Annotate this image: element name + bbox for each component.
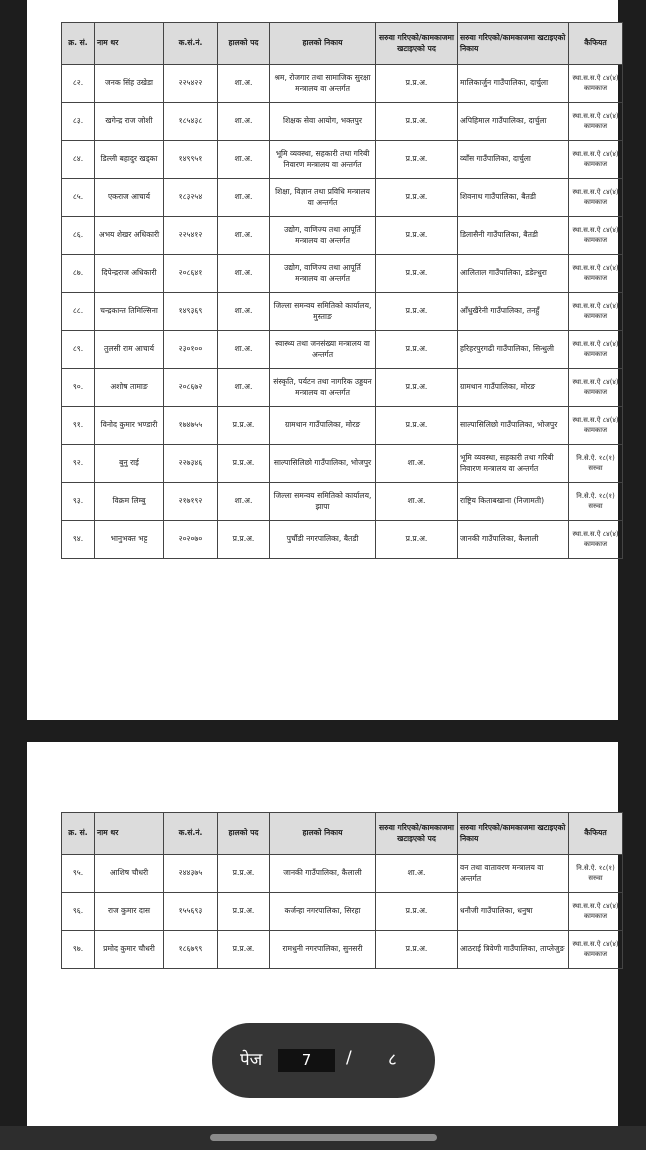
cell-code-number: १५५६९३ xyxy=(164,893,218,931)
cell-serial-number: ९३. xyxy=(62,483,95,521)
cell-current-office: संस्कृति, पर्यटन तथा नागरिक उड्डयन मन्त्रालय वा अन्तर्गत xyxy=(270,369,376,407)
cell-code-number: १८३२५४ xyxy=(164,179,218,217)
home-gesture-handle[interactable] xyxy=(210,1134,437,1141)
cell-serial-number: ९१. xyxy=(62,407,95,445)
column-header-remark: कैफियत xyxy=(569,23,623,65)
cell-code-number: २२५४२२ xyxy=(164,65,218,103)
cell-current-post: प्र.प्र.अ. xyxy=(218,931,270,969)
cell-name: डिल्ली बहादुर खड्का xyxy=(95,141,164,179)
cell-new-post: प्र.प्र.अ. xyxy=(376,893,458,931)
cell-serial-number: ९४. xyxy=(62,521,95,559)
cell-current-post: शा.अ. xyxy=(218,179,270,217)
cell-new-office: आठराई त्रिवेणी गाउँपालिका, ताप्लेजुङ xyxy=(458,931,569,969)
column-header-remark: कैफियत xyxy=(569,813,623,855)
cell-current-office: कर्जन्हा नगरपालिका, सिरहा xyxy=(270,893,376,931)
column-header-new-post: सरुवा गरिएको/कामकाजमा खटाइएको पद xyxy=(376,23,458,65)
cell-remark: स्था.स.स.ऐ ८४(४) कामकाज xyxy=(569,179,623,217)
cell-name: भानुभक्त भट्ट xyxy=(95,521,164,559)
cell-current-post: शा.अ. xyxy=(218,483,270,521)
cell-new-office: आँधुखैरेनी गाउँपालिका, तनहुँ xyxy=(458,293,569,331)
cell-code-number: २०८६४१ xyxy=(164,255,218,293)
cell-new-office: मालिकार्जुन गाउँपालिका, दार्चुला xyxy=(458,65,569,103)
column-header-serial-number: क्र. सं. xyxy=(62,813,95,855)
cell-remark: नि.से.ऐ. १८(१) सरुवा xyxy=(569,445,623,483)
column-header-code-number: क.सं.नं. xyxy=(164,813,218,855)
cell-name: एकराज आचार्य xyxy=(95,179,164,217)
cell-serial-number: ८३. xyxy=(62,103,95,141)
page-separator: / xyxy=(346,1048,352,1068)
column-header-name: नाम थर xyxy=(95,813,164,855)
column-header-current-post: हालको पद xyxy=(218,813,270,855)
column-header-name: नाम थर xyxy=(95,23,164,65)
column-header-new-office: सरुवा गरिएको/कामकाजमा खटाइएको निकाय xyxy=(458,813,569,855)
cell-remark: स्था.स.स.ऐ ८४(४) कामकाज xyxy=(569,407,623,445)
cell-code-number: २२५४१२ xyxy=(164,217,218,255)
cell-new-post: प्र.प्र.अ. xyxy=(376,407,458,445)
cell-new-office: जानकी गाउँपालिका, कैलाली xyxy=(458,521,569,559)
cell-new-office: साल्पासिलिछो गाउँपालिका, भोजपुर xyxy=(458,407,569,445)
cell-current-office: शिक्षा, विज्ञान तथा प्रविधि मन्त्रालय वा अन्तर्गत xyxy=(270,179,376,217)
table-row xyxy=(62,103,623,141)
table-row xyxy=(62,893,623,931)
cell-code-number: १८५४३८ xyxy=(164,103,218,141)
cell-current-office: रामधुनी नगरपालिका, सुनसरी xyxy=(270,931,376,969)
cell-code-number: १४९९५१ xyxy=(164,141,218,179)
page-label: पेज xyxy=(240,1050,263,1070)
cell-remark: स्था.स.स.ऐ ८४(४) कामकाज xyxy=(569,217,623,255)
column-header-serial-number: क्र. सं. xyxy=(62,23,95,65)
cell-current-post: शा.अ. xyxy=(218,217,270,255)
table-row xyxy=(62,521,623,559)
cell-current-post: प्र.प्र.अ. xyxy=(218,855,270,893)
column-header-current-office: हालको निकाय xyxy=(270,23,376,65)
cell-current-office: जानकी गाउँपालिका, कैलाली xyxy=(270,855,376,893)
cell-current-post: शा.अ. xyxy=(218,293,270,331)
cell-current-post: शा.अ. xyxy=(218,369,270,407)
cell-current-office: उद्योग, वाणिज्य तथा आपूर्ति मन्त्रालय वा अन्तर्गत xyxy=(270,255,376,293)
cell-remark: स्था.स.स.ऐ ८४(४) कामकाज xyxy=(569,65,623,103)
cell-name: राज कुमार दास xyxy=(95,893,164,931)
cell-name: अशोष तामाङ xyxy=(95,369,164,407)
cell-remark: स्था.स.स.ऐ ८४(४) कामकाज xyxy=(569,103,623,141)
table-row xyxy=(62,445,623,483)
cell-new-office: डिलासैनी गाउँपालिका, बैतडी xyxy=(458,217,569,255)
cell-new-post: प्र.प्र.अ. xyxy=(376,179,458,217)
cell-serial-number: ९६. xyxy=(62,893,95,931)
cell-name: विक्रम लिम्बु xyxy=(95,483,164,521)
cell-serial-number: ८५. xyxy=(62,179,95,217)
cell-name: विनोद कुमार भण्डारी xyxy=(95,407,164,445)
transfer-table xyxy=(61,812,623,969)
table-header-row xyxy=(62,23,623,65)
cell-new-post: प्र.प्र.अ. xyxy=(376,521,458,559)
cell-new-post: प्र.प्र.अ. xyxy=(376,141,458,179)
cell-remark: स्था.स.स.ऐ ८४(४) कामकाज xyxy=(569,255,623,293)
cell-current-office: श्रम, रोजगार तथा सामाजिक सुरक्षा मन्त्रालय वा अन्तर्गत xyxy=(270,65,376,103)
cell-code-number: २०८६७२ xyxy=(164,369,218,407)
cell-new-office: व्याँस गाउँपालिका, दार्चुला xyxy=(458,141,569,179)
table-row xyxy=(62,179,623,217)
table-row xyxy=(62,931,623,969)
cell-current-post: शा.अ. xyxy=(218,65,270,103)
cell-current-post: शा.अ. xyxy=(218,141,270,179)
column-header-new-post: सरुवा गरिएको/कामकाजमा खटाइएको पद xyxy=(376,813,458,855)
cell-new-post: प्र.प्र.अ. xyxy=(376,103,458,141)
column-header-current-post: हालको पद xyxy=(218,23,270,65)
cell-remark: स्था.स.स.ऐ ८४(४) कामकाज xyxy=(569,893,623,931)
cell-new-post: शा.अ. xyxy=(376,445,458,483)
cell-new-post: प्र.प्र.अ. xyxy=(376,65,458,103)
cell-current-post: प्र.प्र.अ. xyxy=(218,893,270,931)
cell-new-post: शा.अ. xyxy=(376,483,458,521)
document-page-1 xyxy=(27,0,618,720)
cell-name: तुलसी राम आचार्य xyxy=(95,331,164,369)
table-row xyxy=(62,217,623,255)
cell-name: दिपेन्द्रराज अधिकारी xyxy=(95,255,164,293)
cell-remark: नि.से.ऐ. १८(१) सरुवा xyxy=(569,855,623,893)
cell-new-post: प्र.प्र.अ. xyxy=(376,331,458,369)
cell-current-office: स्वास्थ्य तथा जनसंख्या मन्त्रालय वा अन्तर्गत xyxy=(270,331,376,369)
cell-new-office: अपिहिमाल गाउँपालिका, दार्चुला xyxy=(458,103,569,141)
cell-current-post: प्र.प्र.अ. xyxy=(218,445,270,483)
cell-current-post: प्र.प्र.अ. xyxy=(218,521,270,559)
cell-remark: स्था.स.स.ऐ ८४(४) कामकाज xyxy=(569,293,623,331)
cell-current-office: पुर्चौडी नगरपालिका, बैतडी xyxy=(270,521,376,559)
cell-code-number: २१७१९२ xyxy=(164,483,218,521)
column-header-new-office: सरुवा गरिएको/कामकाजमा खटाइएको निकाय xyxy=(458,23,569,65)
table-row xyxy=(62,483,623,521)
cell-new-office: शिवनाथ गाउँपालिका, बैतडी xyxy=(458,179,569,217)
cell-serial-number: ८८. xyxy=(62,293,95,331)
column-header-current-office: हालको निकाय xyxy=(270,813,376,855)
cell-code-number: २०२०७० xyxy=(164,521,218,559)
table-body xyxy=(62,65,623,559)
cell-serial-number: ९७. xyxy=(62,931,95,969)
cell-current-post: शा.अ. xyxy=(218,255,270,293)
cell-current-office: शिक्षक सेवा आयोग, भक्तपुर xyxy=(270,103,376,141)
cell-new-post: प्र.प्र.अ. xyxy=(376,217,458,255)
cell-name: जनक सिंह उखेडा xyxy=(95,65,164,103)
cell-current-office: जिल्ला समन्वय समितिको कार्यालय, झापा xyxy=(270,483,376,521)
page-navigator xyxy=(212,1023,435,1098)
table-row xyxy=(62,293,623,331)
total-pages: ८ xyxy=(388,1050,397,1070)
cell-new-post: प्र.प्र.अ. xyxy=(376,931,458,969)
cell-current-office: उद्योग, वाणिज्य तथा आपूर्ति मन्त्रालय वा अन्तर्गत xyxy=(270,217,376,255)
cell-name: खगेन्द्र राज जोशी xyxy=(95,103,164,141)
cell-code-number: २४४३७५ xyxy=(164,855,218,893)
cell-serial-number: ९५. xyxy=(62,855,95,893)
cell-code-number: २३०१०० xyxy=(164,331,218,369)
cell-serial-number: ८६. xyxy=(62,217,95,255)
cell-name: प्रमोद कुमार चौधरी xyxy=(95,931,164,969)
cell-new-post: शा.अ. xyxy=(376,855,458,893)
cell-current-post: शा.अ. xyxy=(218,103,270,141)
cell-name: आशिष चौधरी xyxy=(95,855,164,893)
cell-new-post: प्र.प्र.अ. xyxy=(376,255,458,293)
cell-remark: स्था.स.स.ऐ ८४(४) कामकाज xyxy=(569,331,623,369)
cell-remark: नि.से.ऐ. १८(१) सरुवा xyxy=(569,483,623,521)
cell-remark: स्था.स.स.ऐ ८४(४) कामकाज xyxy=(569,369,623,407)
cell-name: बुनु राई xyxy=(95,445,164,483)
cell-new-post: प्र.प्र.अ. xyxy=(376,293,458,331)
table-header-row xyxy=(62,813,623,855)
current-page-input[interactable]: 7 xyxy=(278,1049,335,1072)
cell-new-office: हरिहरपुरगढी गाउँपालिका, सिन्धुली xyxy=(458,331,569,369)
cell-new-office: धनौजी गाउँपालिका, धनुषा xyxy=(458,893,569,931)
cell-remark: स्था.स.स.ऐ ८४(४) कामकाज xyxy=(569,141,623,179)
cell-serial-number: ८९. xyxy=(62,331,95,369)
cell-new-office: वन तथा वातावरण मन्त्रालय वा अन्तर्गत xyxy=(458,855,569,893)
table-row xyxy=(62,407,623,445)
cell-remark: स्था.स.स.ऐ ८४(४) कामकाज xyxy=(569,521,623,559)
table-row xyxy=(62,369,623,407)
cell-current-office: साल्पासिलिछो गाउँपालिका, भोजपुर xyxy=(270,445,376,483)
table-row xyxy=(62,141,623,179)
cell-new-post: प्र.प्र.अ. xyxy=(376,369,458,407)
cell-new-office: ग्रामथान गाउँपालिका, मोरङ xyxy=(458,369,569,407)
cell-new-office: आलिताल गाउँपालिका, डडेल्धुरा xyxy=(458,255,569,293)
cell-name: चन्द्रकान्त तिमिल्सिना xyxy=(95,293,164,331)
transfer-table xyxy=(61,22,623,559)
cell-serial-number: ९०. xyxy=(62,369,95,407)
cell-serial-number: ८४. xyxy=(62,141,95,179)
cell-current-office: ग्रामथान गाउँपालिका, मोरङ xyxy=(270,407,376,445)
column-header-code-number: क.सं.नं. xyxy=(164,23,218,65)
table-row xyxy=(62,65,623,103)
cell-current-post: शा.अ. xyxy=(218,331,270,369)
cell-new-office: भूमि व्यवस्था, सहकारी तथा गरिबी निवारण मन्त्रालय वा अन्तर्गत xyxy=(458,445,569,483)
cell-remark: स्था.स.स.ऐ ८४(४) कामकाज xyxy=(569,931,623,969)
cell-code-number: २२७३४६ xyxy=(164,445,218,483)
table-body xyxy=(62,855,623,969)
cell-code-number: १७४७५५ xyxy=(164,407,218,445)
cell-serial-number: ८२. xyxy=(62,65,95,103)
cell-name: अभय शेखर अधिकारी xyxy=(95,217,164,255)
table-row xyxy=(62,255,623,293)
table-row xyxy=(62,855,623,893)
cell-current-office: जिल्ला समन्वय समितिको कार्यालय, मुस्ताङ xyxy=(270,293,376,331)
cell-serial-number: ८७. xyxy=(62,255,95,293)
cell-current-post: प्र.प्र.अ. xyxy=(218,407,270,445)
cell-code-number: १८६७९९ xyxy=(164,931,218,969)
table-row xyxy=(62,331,623,369)
cell-current-office: भूमि व्यवस्था, सहकारी तथा गरिबी निवारण मन्त्रालय वा अन्तर्गत xyxy=(270,141,376,179)
cell-serial-number: ९२. xyxy=(62,445,95,483)
cell-code-number: १४९३६९ xyxy=(164,293,218,331)
cell-new-office: राष्ट्रिय किताबखाना (निजामती) xyxy=(458,483,569,521)
